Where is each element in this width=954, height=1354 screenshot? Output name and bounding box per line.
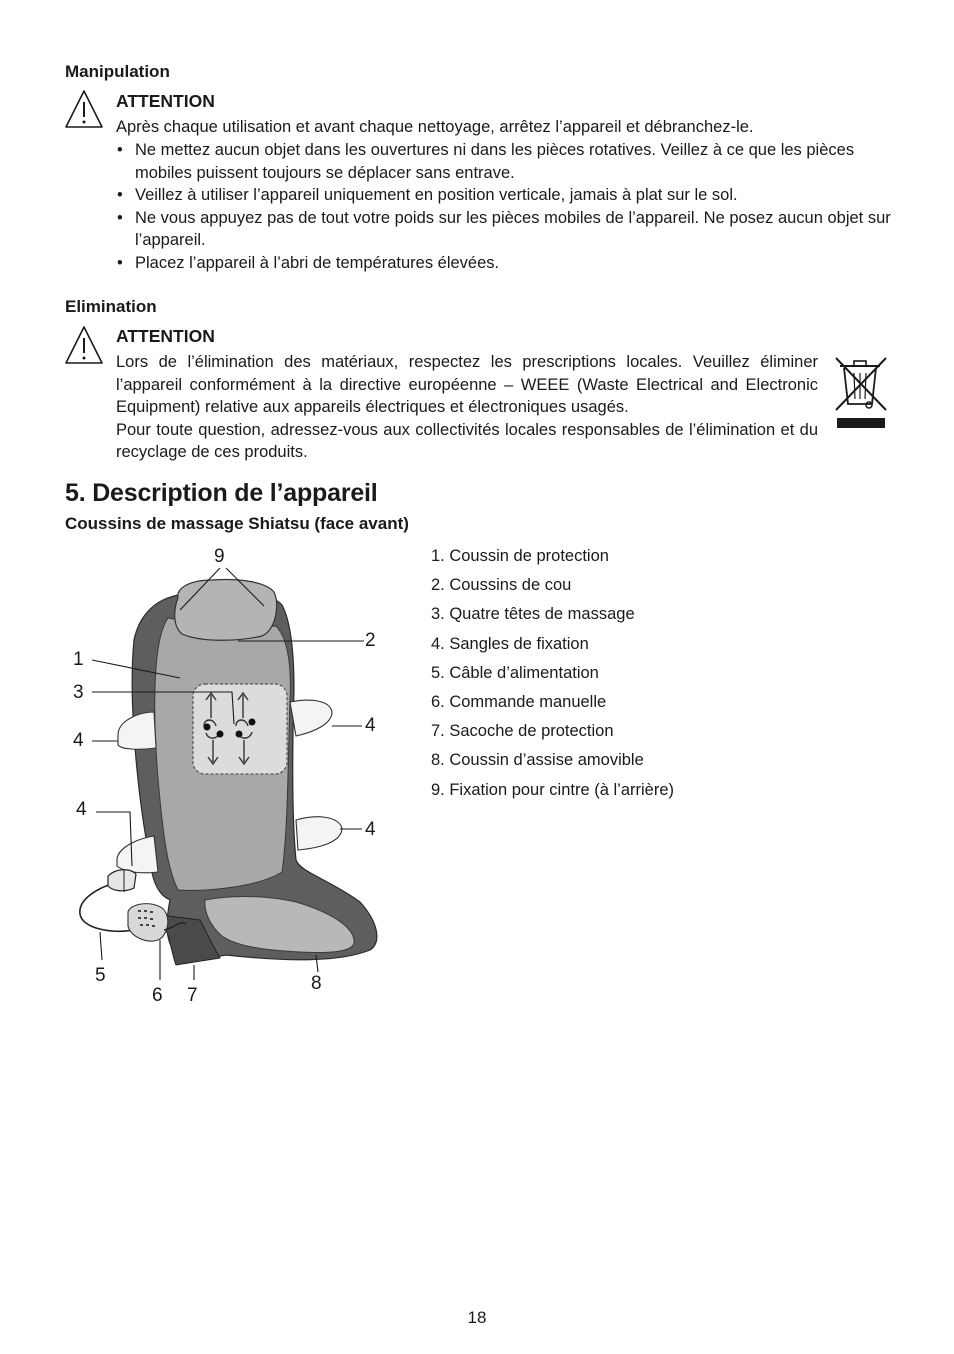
list-item: 2. Coussins de cou (431, 576, 572, 595)
warning-triangle-icon (64, 89, 104, 129)
attention-label: ATTENTION (116, 326, 215, 346)
elimination-paragraph: Pour toute question, adressez-vous aux collectivités locales responsables de l’élimination et du recyclage de ces produits. (116, 420, 818, 461)
list-item: 3. Quatre têtes de massage (431, 605, 635, 624)
list-item: 1. Coussin de protection (431, 547, 609, 565)
list-item: 5. Câble d’alimentation (431, 663, 599, 682)
callout-label: 2 (365, 630, 376, 651)
callout-label: 3 (73, 682, 84, 703)
manipulation-bullet-list (116, 139, 892, 274)
list-item: 6. Commande manuelle (431, 692, 607, 711)
page-number: 18 (467, 1308, 487, 1327)
list-item: 7. Sacoche de protection (431, 722, 614, 741)
elimination-paragraph: Lors de l’élimination des matériaux, respectez les prescriptions locales. Veuillez éliminer l’appareil conformément à la directive européenne – WEEE (Waste Electrical and Electronic Equipment) relative aux appareils électriques et électroniques usagés. (116, 353, 818, 416)
subsection-heading: Coussins de massage Shiatsu (face avant) (65, 514, 409, 533)
list-item: • Ne vous appuyez pas de tout votre poids sur les pièces mobiles de l’appareil. Ne posez aucun objet sur l’appareil. (116, 207, 892, 252)
manipulation-intro: Après chaque utilisation et avant chaque nettoyage, arrêtez l’appareil et débranchez-le. (116, 118, 754, 136)
callout-label: 5 (95, 965, 106, 986)
warning-triangle-icon (64, 325, 104, 365)
list-item: 4. Sangles de fixation (431, 634, 589, 653)
section-heading-manipulation: Manipulation (65, 62, 170, 81)
callout-label: 4 (73, 730, 84, 751)
callout-label: 6 (152, 985, 163, 1006)
list-item: • Ne mettez aucun objet dans les ouvertures ni dans les pièces rotatives. Veillez à ce que les pièces mobiles puissent toujours se déplacer sans entrave. (116, 139, 892, 184)
list-item: 8. Coussin d’assise amovible (431, 751, 644, 770)
callout-label: 4 (76, 799, 87, 820)
section-heading-elimination: Elimination (65, 297, 157, 316)
page-title: 5. Description de l’appareil (65, 479, 378, 507)
callout-label: 4 (365, 715, 376, 736)
attention-label: ATTENTION (116, 91, 215, 111)
callout-label: 9 (214, 546, 225, 567)
crossed-out-wheelie-bin-icon (834, 355, 888, 429)
list-item: • Veillez à utiliser l’appareil uniquement en position verticale, jamais à plat sur le sol. (116, 184, 892, 207)
callout-label: 8 (311, 973, 322, 994)
callout-label: 1 (73, 649, 84, 670)
list-item: • Placez l’appareil à l’abri de températures élevées. (116, 252, 892, 275)
parts-list (431, 545, 674, 808)
callout-label: 7 (187, 985, 198, 1006)
list-item: 9. Fixation pour cintre (à l’arrière) (431, 780, 675, 799)
elimination-text (116, 351, 818, 464)
massage-seat-illustration (60, 540, 400, 1010)
callout-label: 4 (365, 819, 376, 840)
